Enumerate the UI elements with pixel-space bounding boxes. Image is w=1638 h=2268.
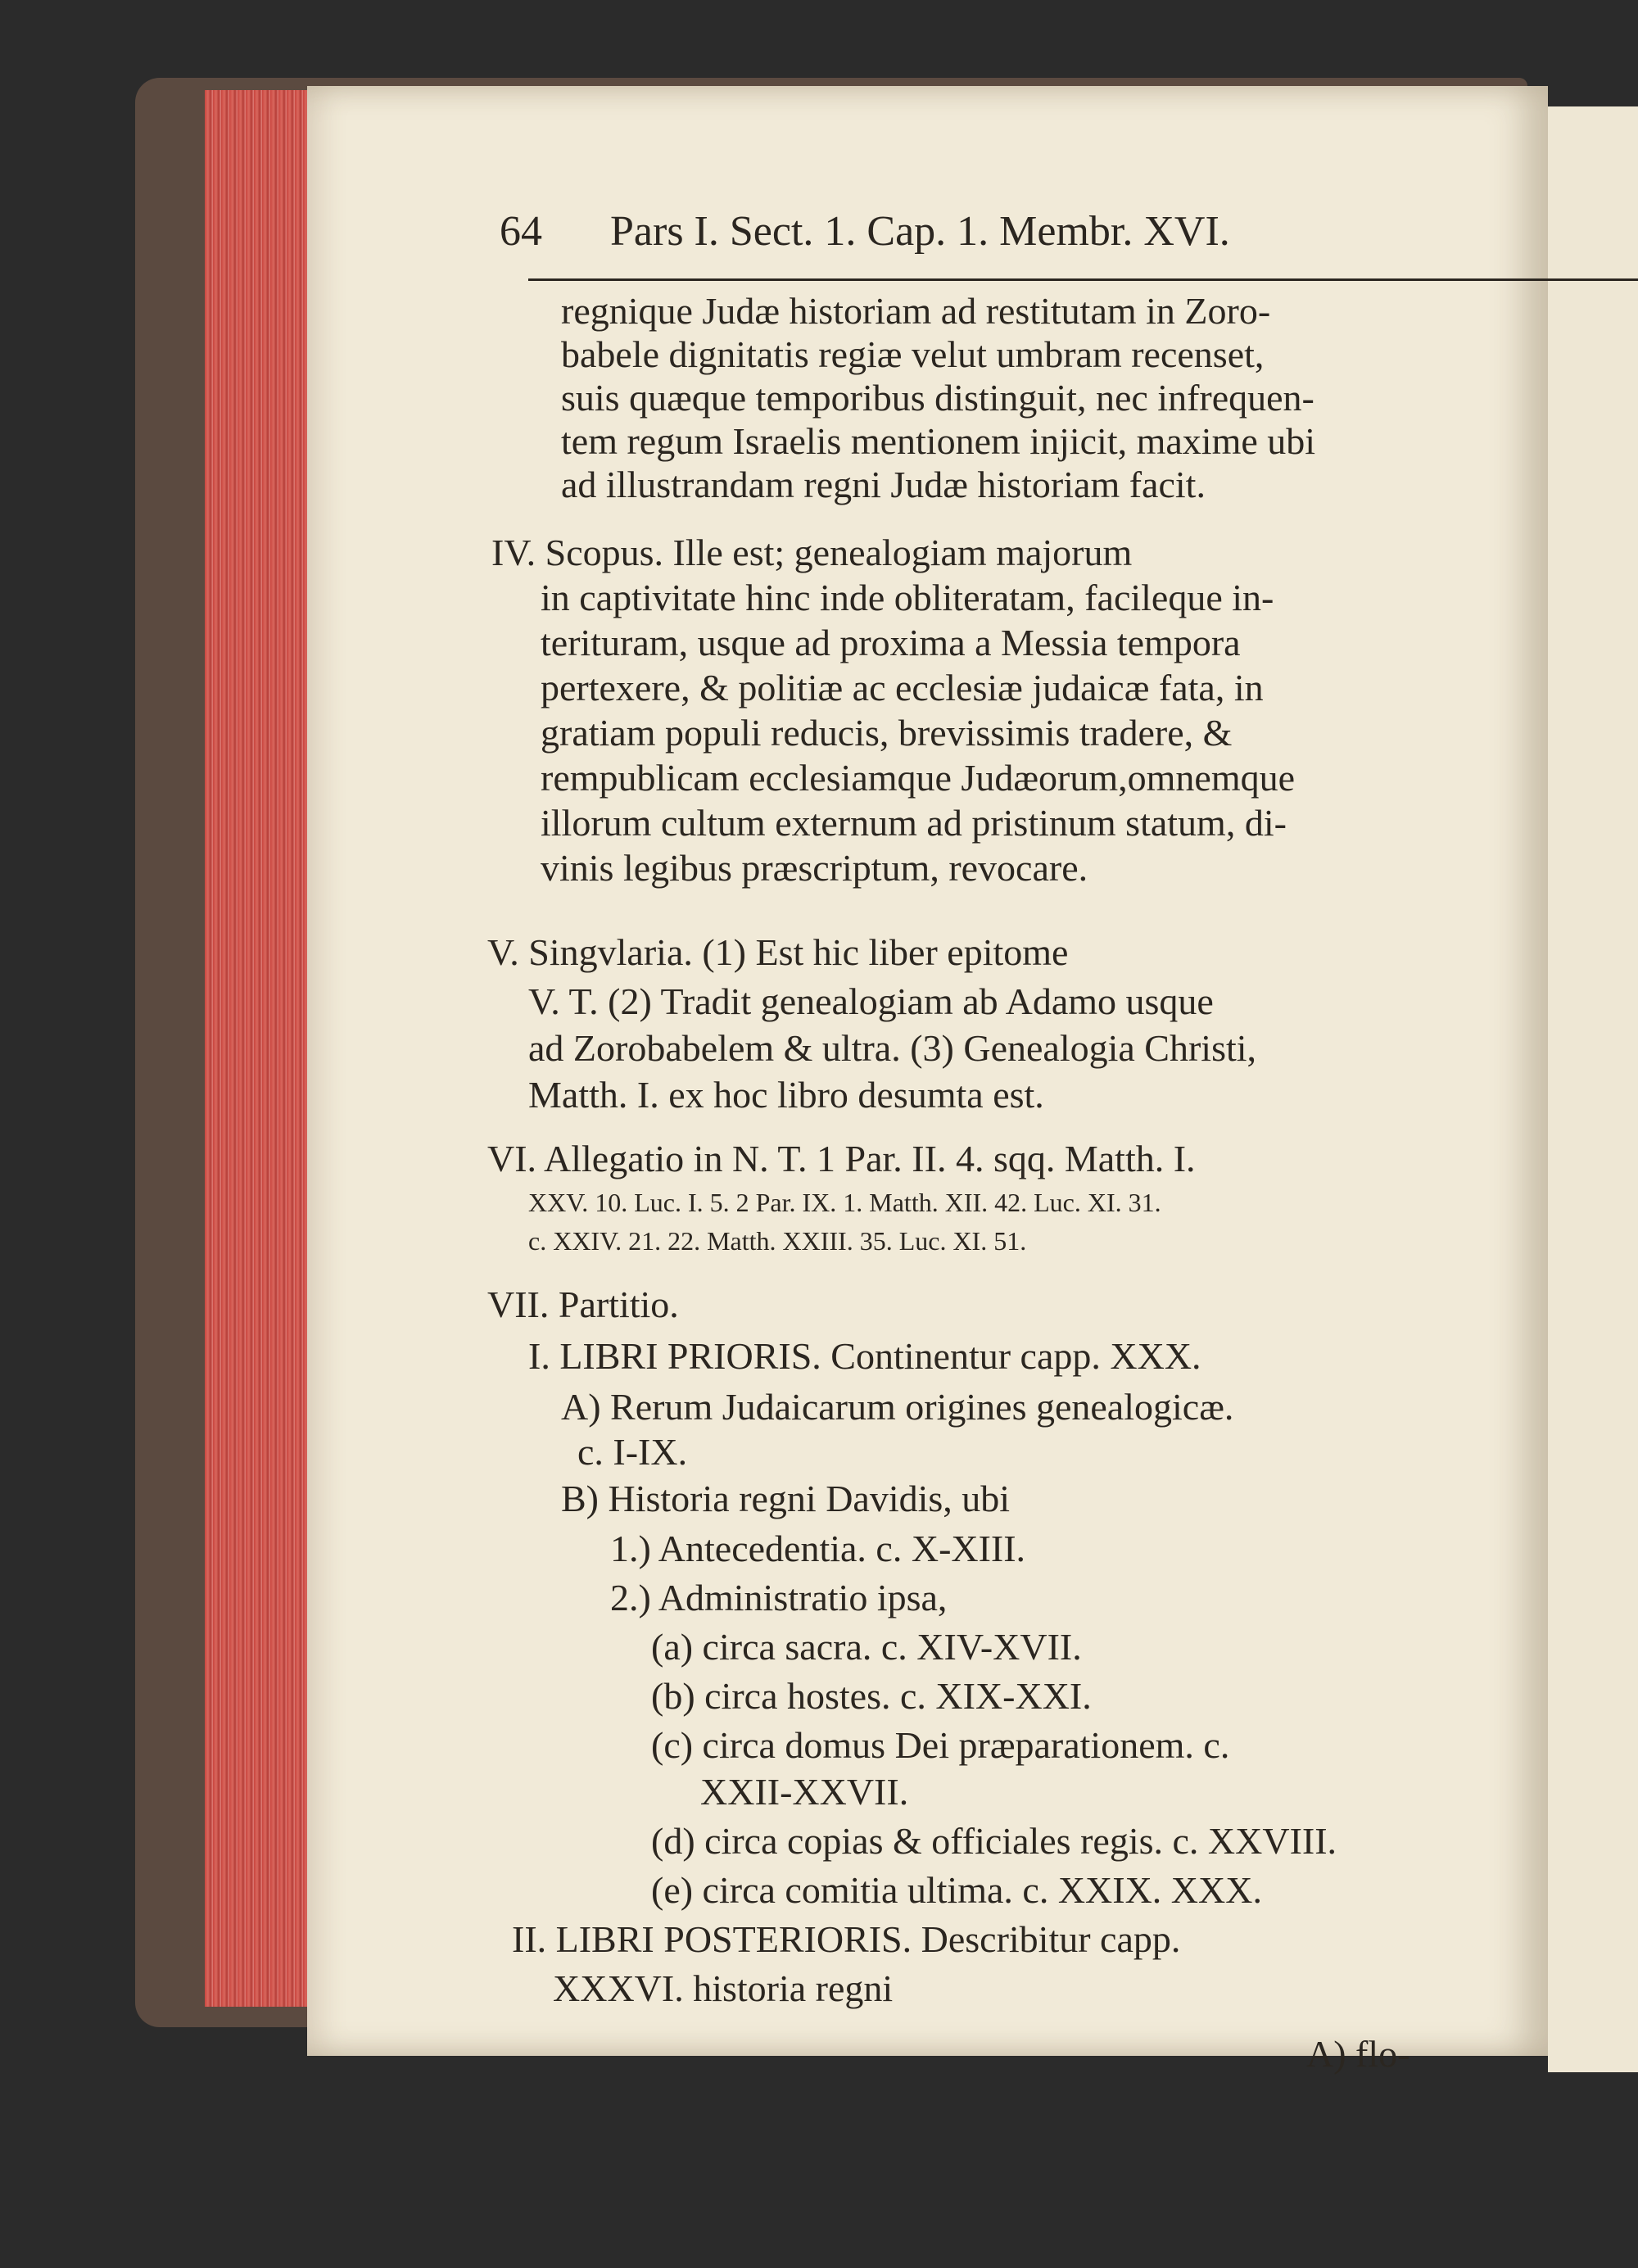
text-line: Matth. I. ex hoc libro desumta est. [528, 1074, 1044, 1116]
section-heading: VII. Partitio. [487, 1283, 679, 1325]
reference-line: XXV. 10. Luc. I. 5. 2 Par. IX. 1. Matth. XII. 42. Luc. XI. 31. [528, 1188, 1161, 1217]
text-line: c. I-IX. [577, 1431, 688, 1473]
section-heading: V. Singvlaria. (1) Est hic liber epitome [487, 931, 1069, 973]
book-page [307, 86, 1548, 2075]
text-line: regnique Judæ historiam ad restitutam in Zoro- [561, 290, 1271, 332]
text-line: babele dignitatis regiæ velut umbram recenset, [561, 333, 1265, 375]
text-line: (c) circa domus Dei præparationem. c. [651, 1724, 1230, 1766]
text-line: ad illustrandam regni Judæ historiam facit. [561, 464, 1206, 505]
text-line: V. T. (2) Tradit genealogiam ab Adamo usque [528, 980, 1214, 1022]
text-line: rempublicam ecclesiamque Judæorum,omnemque [541, 757, 1296, 799]
text-line: II. LIBRI POSTERIORIS. Describitur capp. [512, 1918, 1181, 1960]
text-line: terituram, usque ad proxima a Messia tempora [541, 622, 1241, 663]
text-line: tem regum Israelis mentionem injicit, maxime ubi [561, 420, 1316, 462]
text-line: (d) circa copias & officiales regis. c. XXVIII. [651, 1820, 1337, 1862]
section-heading: IV. Scopus. Ille est; genealogiam majorum [491, 532, 1133, 573]
catchword: A) flo- [1306, 2033, 1410, 2075]
page-text [307, 86, 1548, 2075]
text-line: ad Zorobabelem & ultra. (3) Genealogia Christi, [528, 1027, 1257, 1069]
text-line: vinis legibus præscriptum, revocare. [541, 847, 1088, 889]
header-rule [528, 278, 1638, 281]
text-line: A) Rerum Judaicarum origines genealogicæ. [561, 1386, 1234, 1428]
text-line: (e) circa comitia ultima. c. XXIX. XXX. [651, 1869, 1262, 1911]
text-line: gratiam populi reducis, brevissimis tradere, & [541, 712, 1233, 754]
text-line: pertexere, & politiæ ac ecclesiæ judaicæ fata, in [541, 667, 1264, 708]
text-line: illorum cultum externum ad pristinum statum, di- [541, 802, 1287, 844]
reference-line: c. XXIV. 21. 22. Matth. XXIII. 35. Luc. XI. 51. [528, 1226, 1027, 1256]
facing-page-edge [1548, 106, 1638, 2072]
section-heading: VI. Allegatio in N. T. 1 Par. II. 4. sqq. Matth. I. [487, 1138, 1196, 1179]
text-line: 1.) Antecedentia. c. X-XIII. [610, 1528, 1026, 1569]
text-line: (a) circa sacra. c. XIV-XVII. [651, 1626, 1082, 1668]
text-line: I. LIBRI PRIORIS. Continentur capp. XXX. [528, 1335, 1201, 1377]
text-line: suis quæque temporibus distinguit, nec infrequen- [561, 377, 1314, 419]
running-title: Pars I. Sect. 1. Cap. 1. Membr. XVI. [610, 208, 1230, 255]
text-line: XXXVI. historia regni [553, 1967, 894, 2009]
page-number: 64 [500, 208, 542, 255]
text-line: XXII-XXVII. [700, 1771, 909, 1813]
text-line: 2.) Administratio ipsa, [610, 1577, 948, 1618]
text-line: in captivitate hinc inde obliteratam, facileque in- [541, 577, 1274, 618]
text-line: B) Historia regni Davidis, ubi [561, 1478, 1011, 1519]
text-line: (b) circa hostes. c. XIX-XXI. [651, 1675, 1092, 1717]
